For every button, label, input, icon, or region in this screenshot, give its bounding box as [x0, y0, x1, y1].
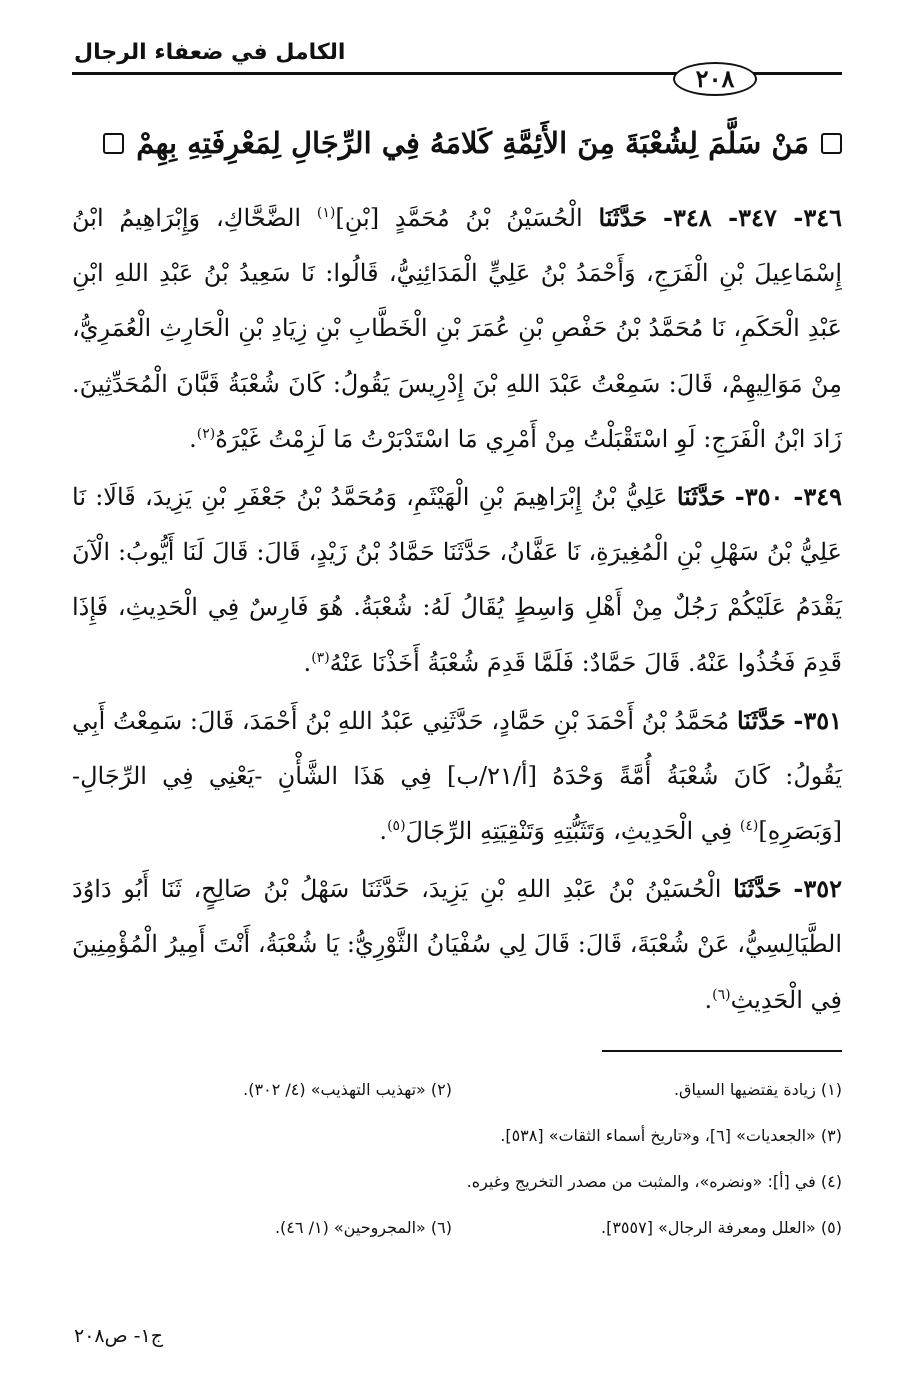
hadith-number: ٣٤٦- ٣٤٧- ٣٤٨- [663, 203, 843, 232]
body-text [72, 190, 842, 1030]
footnotes [72, 1066, 842, 1250]
paragraph-346-348 [72, 190, 842, 467]
footnote-marker: (٣) [311, 649, 330, 666]
section-heading [72, 126, 842, 160]
footnote-row [72, 1158, 842, 1204]
section-heading-text: مَنْ سَلَّمَ لِشُعْبَةَ مِنَ الأَئِمَّةِ كَلامَهُ فِي الرِّجَالِ لِمَعْرِفَتِهِ بِهِمْ [136, 126, 809, 160]
narration-keyword: حَدَّثَنَا [676, 481, 726, 511]
footnote-row [72, 1066, 842, 1112]
footnote-1: (١) زيادة يقتضيها السياق. [673, 1079, 842, 1099]
hadith-number: ٣٤٩- ٣٥٠- [734, 481, 842, 511]
narration-keyword: حَدَّثَنَا [736, 705, 786, 735]
footnote-separator [602, 1050, 842, 1052]
hadith-number: ٣٥٢- [793, 874, 842, 904]
paragraph-text: مُحَمَّدُ بْنُ أَحْمَدَ بْنِ حَمَّادٍ، حَدَّثَنِي عَبْدُ اللهِ بْنُ أَحْمَدَ، قَالَ: سَمِعْتُ أَبِي يَقُولُ: كَانَ شُعْبَةُ أُمَّةً وَحْدَهُ [أ/٢١/ب] فِي هَذَا الشَّأْنِ -يَعْنِي فِي الرِّجَالِ- [وَبَصَرِهِ] [72, 706, 842, 846]
paragraph-text: الضَّحَّاكِ، وَإِبْرَاهِيمُ ابْنُ إِسْمَاعِيلَ بْنِ الْفَرَجِ، وَأَحْمَدُ بْنُ عَلِيٍّ الْمَدَائِنِيُّ، قَالُوا: نَا سَعِيدُ بْنُ عَبْدِ اللهِ ابْنِ عَبْدِ الْحَكَمِ، نَا مُحَمَّدُ بْنُ حَفْصِ بْنِ عُمَرَ بْنِ الْخَطَّابِ بْنِ زِيَادِ بْنِ الْحَارِثِ الْعُمَرِيُّ، مِنْ مَوَالِيهِمْ، قَالَ: سَمِعْتُ عَبْدَ اللهِ بْنَ إِدْرِيسَ يَقُولُ: كَانَ شُعْبَةُ قَبَّانَ الْمُحَدِّثِينَ. زَادَ ابْنُ الْفَرَجِ: لَوِ اسْتَقْبَلْتُ مِنْ أَمْرِي مَا اسْتَدْبَرْتُ مَا لَزِمْتُ غَيْرَهُ [72, 204, 843, 453]
paragraph-text: عَلِيُّ بْنُ إِبْرَاهِيمَ بْنِ الْهَيْثَمِ، وَمُحَمَّدُ بْنُ جَعْفَرِ بْنِ يَزِيدَ، قَالَا: نَا عَلِيُّ بْنُ سَهْلِ بْنِ الْمُغِيرَةِ، نَا عَفَّانُ، حَدَّثَنَا حَمَّادُ بْنُ زَيْدٍ، قَالَ: قَالَ لَنَا أَيُّوبُ: الْآنَ يَقْدَمُ عَلَيْكُمْ رَجُلٌ مِنْ أَهْلِ وَاسِطٍ يُقَالُ لَهُ: شُعْبَةُ. هُوَ فَارِسٌ فِي الْحَدِيثِ، فَإِذَا قَدِمَ فَخُذُوا عَنْهُ. قَالَ حَمَّادٌ: فَلَمَّا قَدِمَ شُعْبَةُ أَخَذْنَا عَنْهُ [72, 482, 842, 677]
page-number: ٢٠٨ [695, 64, 735, 93]
narration-keyword: حَدَّثَنَا [598, 203, 648, 232]
volume-page-reference: ج١- ص٢٠٨ [74, 1325, 163, 1347]
hadith-number: ٣٥١- [793, 705, 842, 735]
footnote-3: (٣) «الجعديات» [٦]، و«تاريخ أسماء الثقات» [٥٣٨]. [500, 1125, 842, 1145]
paragraph-end: . [704, 985, 713, 1014]
footnote-marker: (٦) [712, 986, 731, 1003]
footnote-marker: (٤) [739, 818, 759, 835]
paragraph-end: . [189, 424, 197, 453]
heading-box-icon [103, 133, 124, 154]
footnote-marker: (٥) [387, 818, 406, 835]
footnote-row [72, 1204, 842, 1250]
footnote-4: (٤) في [أ]: «ونضره»، والمثبت من مصدر التخريج وغيره. [466, 1171, 842, 1191]
narration-keyword: حَدَّثَنَا [733, 874, 782, 904]
footnote-6: (٦) «المجروحين» (١/ ٤٦). [274, 1217, 452, 1237]
paragraph-351 [72, 693, 842, 860]
heading-box-icon [821, 133, 842, 154]
paragraph-end: . [379, 817, 388, 846]
page-number-badge [673, 62, 757, 96]
paragraph-text: الْحُسَيْنُ بْنُ مُحَمَّدٍ [بْنِ] [335, 204, 583, 232]
paragraph-end: . [303, 648, 312, 677]
paragraph-text: فِي الْحَدِيثِ، وَتَثَبُّتِهِ وَتَنْقِيَتِهِ الرِّجَالَ [405, 817, 733, 846]
footnote-row [72, 1112, 842, 1158]
footnote-marker: (٢) [196, 425, 216, 442]
footnote-marker: (١) [316, 205, 336, 221]
footnote-2: (٢) «تهذيب التهذيب» (٤/ ٣٠٢). [243, 1079, 452, 1099]
footnote-5: (٥) «العلل ومعرفة الرجال» [٣٥٥٧]. [600, 1217, 842, 1237]
paragraph-text: الْحُسَيْنُ بْنُ عَبْدِ اللهِ بْنِ يَزِيدَ، حَدَّثَنَا سَهْلُ بْنُ صَالِحٍ، ثَنَا أَبُو دَاوُدَ الطَّيَالِسِيُّ، عَنْ شُعْبَةَ، قَالَ: قَالَ لِي سُفْيَانُ الثَّوْرِيُّ: يَا شُعْبَةُ، أَنْتَ أَمِيرُ الْمُؤْمِنِينَ فِي الْحَدِيثِ [72, 875, 842, 1014]
paragraph-352 [72, 861, 842, 1028]
running-title: الكامل في ضعفاء الرجال [74, 40, 346, 65]
paragraph-349-350 [72, 469, 842, 691]
